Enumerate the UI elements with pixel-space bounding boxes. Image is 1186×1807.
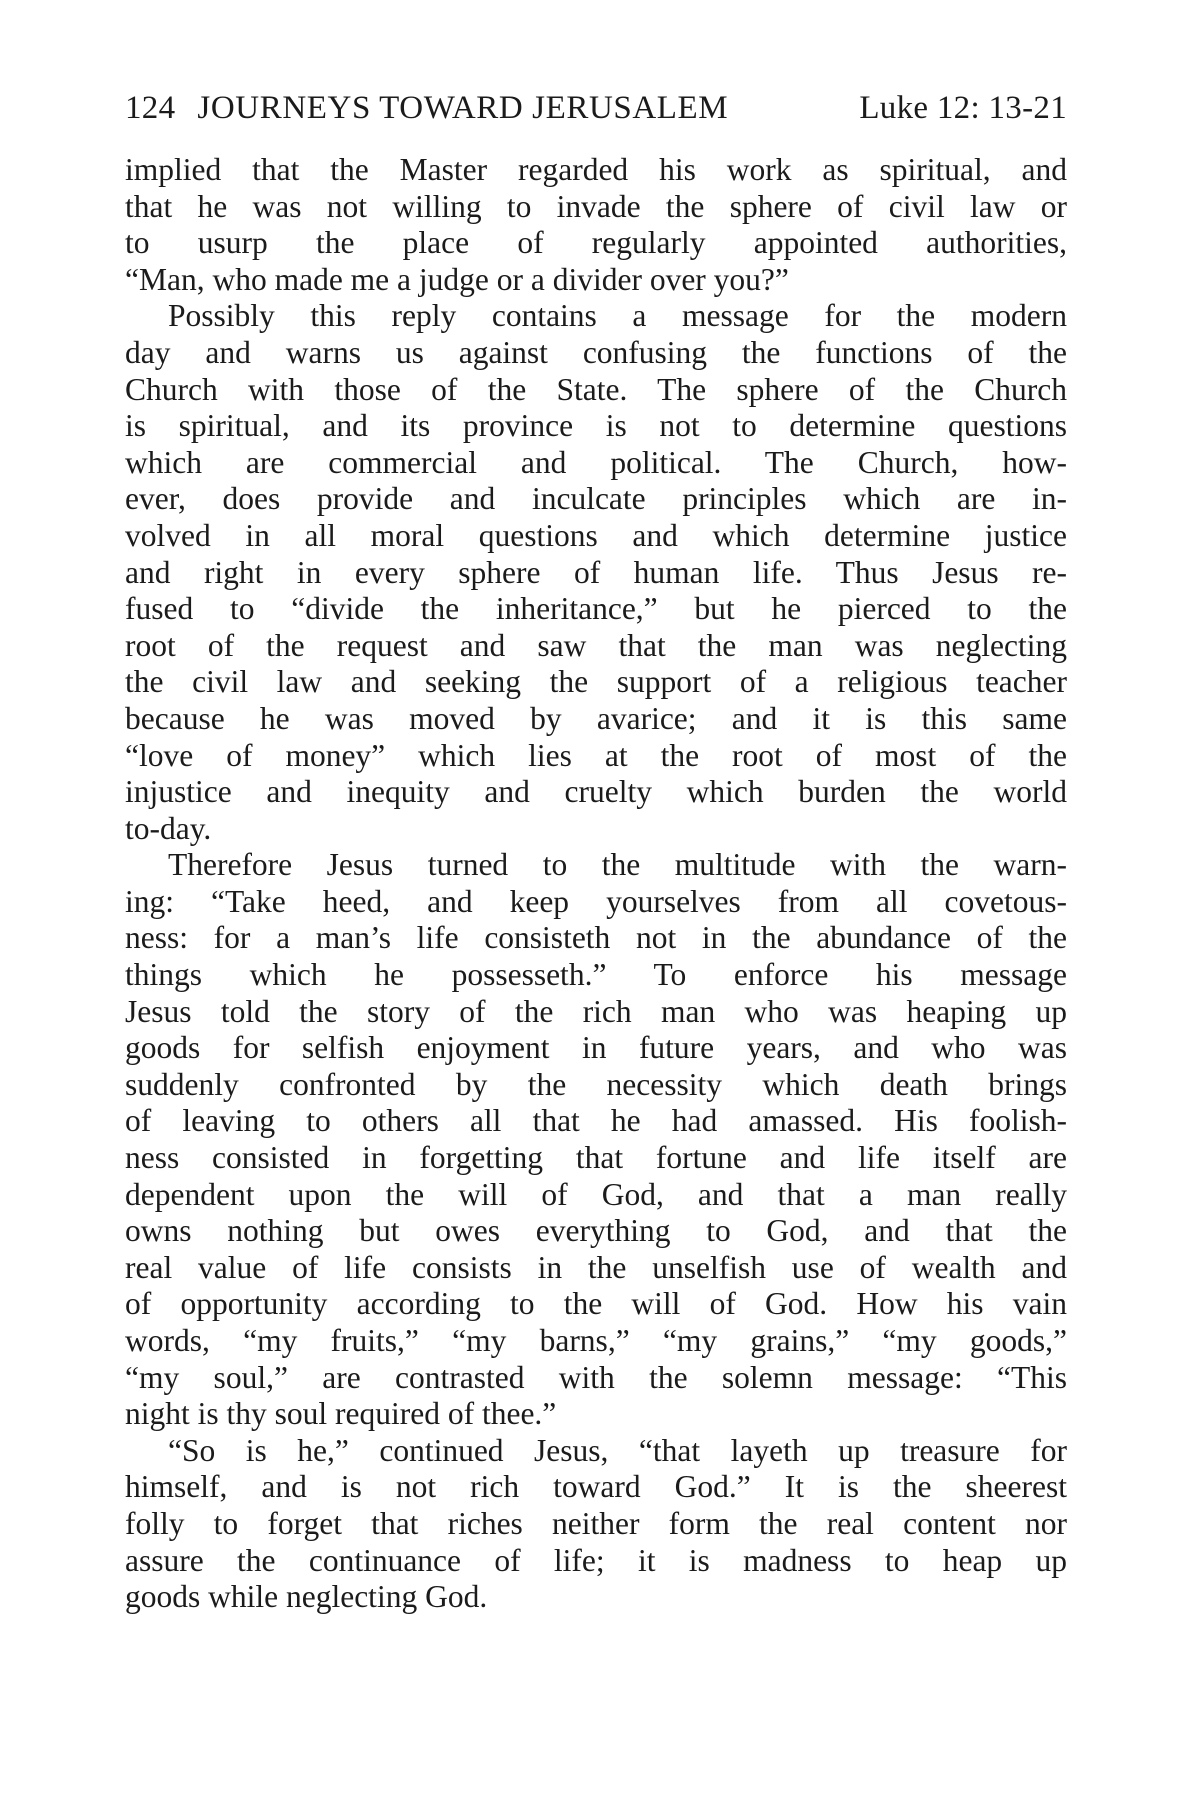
text-line: real value of life consists in the unselfish use of wealth and [125, 1249, 1067, 1285]
text-line: of leaving to others all that he had amassed. His foolish- [125, 1103, 1067, 1139]
text-line: implied that the Master regarded his work as spiritual, and [125, 152, 1067, 187]
text-line: “So is he,” continued Jesus, “that layeth up treasure for [168, 1432, 1067, 1468]
text-line: which are commercial and political. The Church, how- [125, 444, 1067, 480]
text-line: owns nothing but owes everything to God, and that the [125, 1213, 1067, 1249]
text-line: and right in every sphere of human life. Thus Jesus re- [125, 554, 1067, 590]
book-page [125, 88, 1067, 1616]
text-line: the civil law and seeking the support of a religious teacher [125, 664, 1067, 700]
text-line: Therefore Jesus turned to the multitude with the warn- [168, 847, 1067, 883]
page-number: 124 [125, 90, 176, 126]
text-line: ing: “Take heed, and keep yourselves from all covetous- [125, 883, 1067, 919]
text-line: goods for selfish enjoyment in future years, and who was [125, 1030, 1067, 1066]
text-line: to usurp the place of regularly appointed authorities, [125, 225, 1067, 261]
text-line: Jesus told the story of the rich man who was heaping up [125, 993, 1067, 1029]
text-line: ever, does provide and inculcate principles which are in- [125, 481, 1067, 517]
text-line: assure the continuance of life; it is madness to heap up [125, 1542, 1067, 1578]
body-text [125, 152, 1067, 1616]
text-line: ness: for a man’s life consisteth not in the abundance of the [125, 920, 1067, 956]
text-line: volved in all moral questions and which determine justice [125, 517, 1067, 553]
text-line: is spiritual, and its province is not to determine questions [125, 408, 1067, 444]
text-line: injustice and inequity and cruelty which burden the world [125, 774, 1067, 810]
running-head [125, 88, 1067, 128]
text-line: “my soul,” are contrasted with the solemn message: “This [125, 1359, 1067, 1395]
text-line: fused to “divide the inheritance,” but he pierced to the [125, 591, 1067, 627]
text-line: that he was not willing to invade the sphere of civil law or [125, 188, 1067, 224]
scripture-reference: Luke 12: 13-21 [859, 90, 1067, 126]
text-line: suddenly confronted by the necessity which death brings [125, 1066, 1067, 1102]
text-line: ness consisted in forgetting that fortune and life itself are [125, 1140, 1067, 1176]
text-line: folly to forget that riches neither form the real content nor [125, 1505, 1067, 1541]
text-line: “love of money” which lies at the root of most of the [125, 737, 1067, 773]
text-line: Church with those of the State. The sphere of the Church [125, 371, 1067, 407]
text-line: things which he possesseth.” To enforce his message [125, 957, 1067, 993]
book-title: JOURNEYS TOWARD JERUSALEM [197, 90, 729, 126]
text-line: dependent upon the will of God, and that a man really [125, 1176, 1067, 1212]
text-line: words, “my fruits,” “my barns,” “my grains,” “my goods,” [125, 1323, 1067, 1358]
text-line: “Man, who made me a judge or a divider over you?” [125, 261, 789, 297]
text-line: root of the request and saw that the man was neglecting [125, 627, 1067, 663]
text-line: night is thy soul required of thee.” [125, 1396, 557, 1432]
text-line: Possibly this reply contains a message for the modern [168, 298, 1067, 334]
text-line: himself, and is not rich toward God.” It is the sheerest [125, 1469, 1067, 1505]
text-line: to-day. [125, 810, 212, 846]
text-line: of opportunity according to the will of God. How his vain [125, 1286, 1067, 1322]
text-line: goods while neglecting God. [125, 1579, 488, 1615]
text-line: because he was moved by avarice; and it is this same [125, 700, 1067, 736]
text-line: day and warns us against confusing the functions of the [125, 334, 1067, 370]
